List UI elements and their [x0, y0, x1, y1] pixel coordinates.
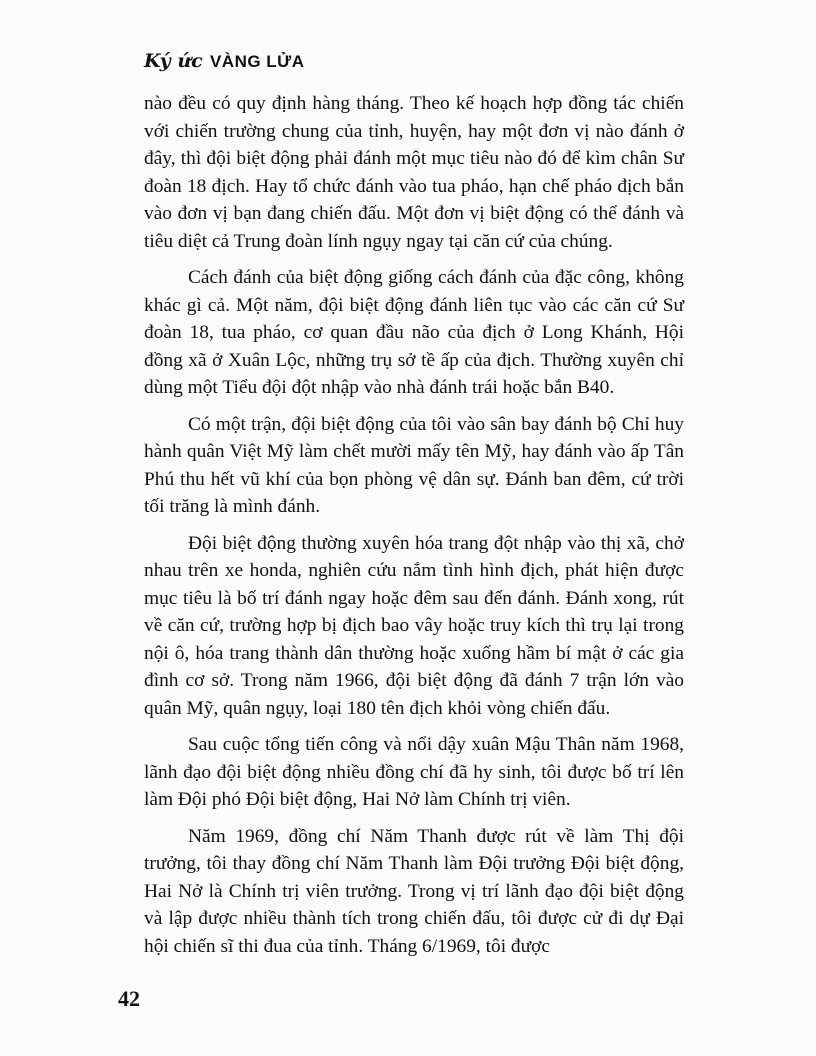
- header-title-script: Ký ức: [144, 50, 203, 72]
- paragraph: Cách đánh của biệt động giống cách đánh của đặc công, không khác gì cả. Một năm, đội biệt động đánh liên tục vào các căn cứ Sư đoàn 18, tua pháo, cơ quan đầu não của địch ở Long Khánh, Hội đồng xã ở Xuân Lộc, những trụ sở tề ấp của địch. Thường xuyên chỉ dùng một Tiểu đội đột nhập vào nhà đánh trái hoặc bắn B40.: [144, 267, 684, 398]
- body-text: [144, 90, 684, 969]
- running-header: [144, 48, 305, 73]
- paragraph: Năm 1969, đồng chí Năm Thanh được rút về làm Thị đội trưởng, tôi thay đồng chí Năm Thanh làm Đội trưởng Đội biệt động, Hai Nở là Chính trị viên trưởng. Trong vị trí lãnh đạo đội biệt động và lập được nhiều thành tích trong chiến đấu, tôi được cử đi dự Đại hội chiến sĩ thi đua của tỉnh. Tháng 6/1969, tôi được: [144, 825, 684, 957]
- header-title-caps: VÀNG LỬA: [209, 52, 305, 71]
- paragraph: Sau cuộc tổng tiến công và nổi dậy xuân Mậu Thân năm 1968, lãnh đạo đội biệt động nhiều đồng chí đã hy sinh, tôi được bố trí lên làm Đội phó Đội biệt động, Hai Nở làm Chính trị viên.: [144, 734, 684, 810]
- paragraph: nào đều có quy định hàng tháng. Theo kế hoạch hợp đồng tác chiến với chiến trường chung của tỉnh, huyện, hay một đơn vị nào đánh ở đây, thì đội biệt động phải đánh một mục tiêu nào đó để kìm chân Sư đoàn 18 địch. Hay tổ chức đánh vào tua pháo, hạn chế pháo địch bắn vào đơn vị bạn đang chiến đấu. Một đơn vị biệt động có thể đánh và tiêu diệt cả Trung đoàn lính ngụy ngay tại căn cứ của chúng.: [144, 93, 684, 252]
- paragraph: Có một trận, đội biệt động của tôi vào sân bay đánh bộ Chỉ huy hành quân Việt Mỹ làm chết mười mấy tên Mỹ, hay đánh vào ấp Tân Phú thu hết vũ khí của bọn phòng vệ dân sự. Đánh ban đêm, cứ trời tối trăng là mình đánh.: [144, 413, 684, 517]
- paragraph: Đội biệt động thường xuyên hóa trang đột nhập vào thị xã, chở nhau trên xe honda, nghiên cứu nắm tình hình địch, phát hiện được mục tiêu là bố trí đánh ngay hoặc đêm sau đến đánh. Đánh xong, rút về căn cứ, trường hợp bị địch bao vây hoặc truy kích thì trụ lại trong nội ô, hóa trang thành dân thường hoặc xuống hầm bí mật ở các gia đình cơ sở. Trong năm 1966, đội biệt động đã đánh 7 trận lớn vào quân Mỹ, quân ngụy, loại 180 tên địch khỏi vòng chiến đấu.: [144, 532, 684, 719]
- page-number: 42: [118, 986, 140, 1011]
